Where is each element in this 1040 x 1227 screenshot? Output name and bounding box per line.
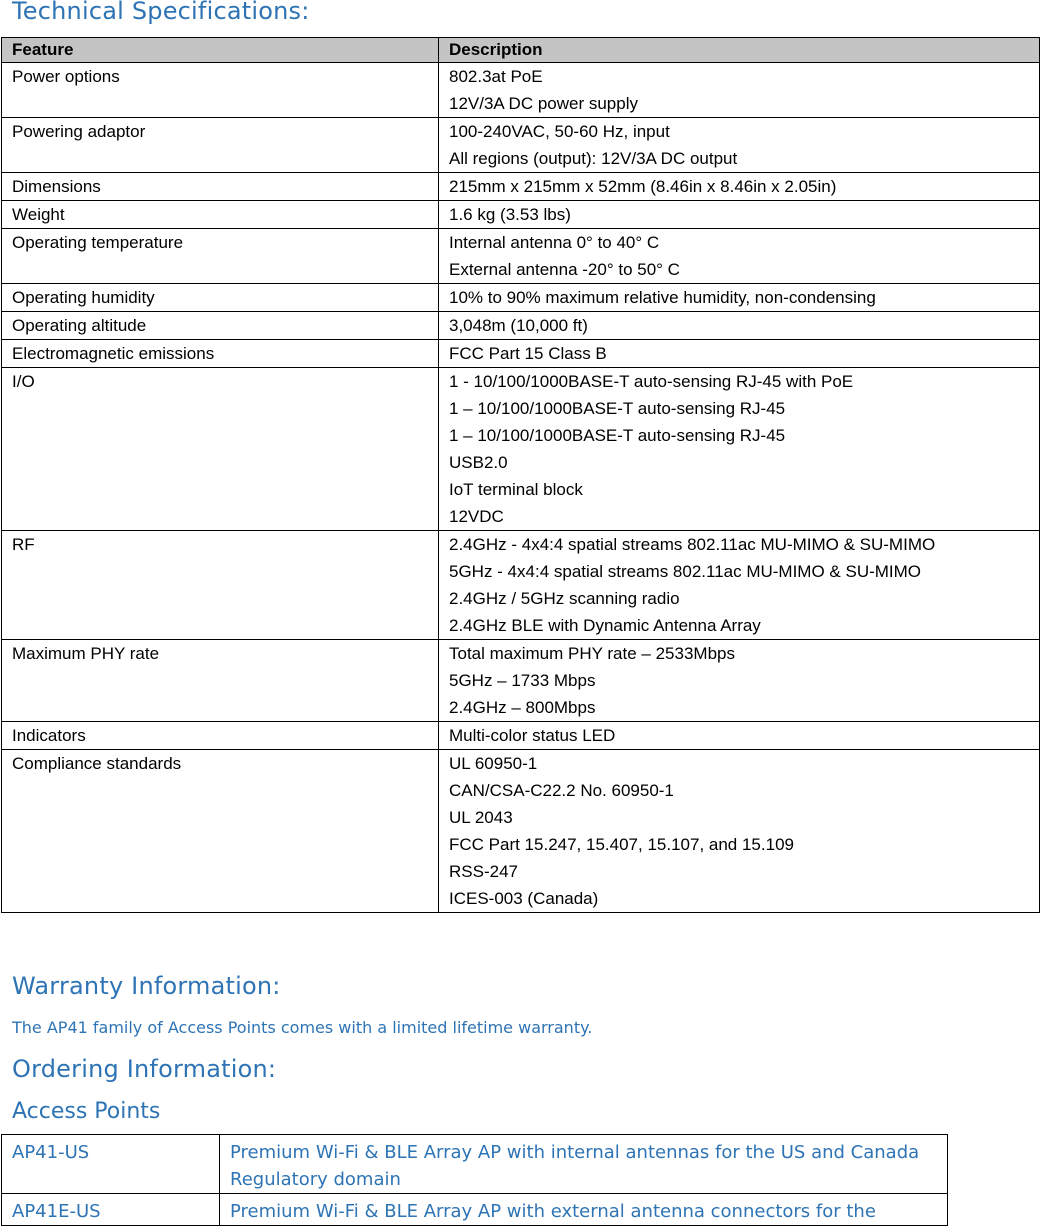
spec-description-line: Multi-color status LED (449, 726, 616, 745)
spec-table (1, 37, 1040, 913)
spec-feature-cell: Operating humidity (2, 284, 439, 312)
spec-description-cell (439, 312, 1040, 340)
spec-description-cell (439, 531, 1040, 640)
spec-row (2, 229, 1040, 284)
spec-feature-cell: Dimensions (2, 173, 439, 201)
order-model-cell: AP41-US (2, 1135, 220, 1194)
spec-description-cell (439, 340, 1040, 368)
spec-feature-cell: Compliance standards (2, 750, 439, 913)
spec-description-cell (439, 368, 1040, 531)
spec-feature-cell: Operating temperature (2, 229, 439, 284)
spec-description-line: FCC Part 15.247, 15.407, 15.107, and 15.109 (449, 835, 794, 854)
spec-description-line: 3,048m (10,000 ft) (449, 316, 588, 335)
spec-description-line: 12VDC (449, 507, 504, 526)
spec-description-line: 215mm x 215mm x 52mm (8.46in x 8.46in x 2.05in) (449, 177, 837, 196)
spec-description-cell (439, 201, 1040, 229)
spec-description-cell (439, 229, 1040, 284)
spec-description-cell (439, 640, 1040, 722)
access-points-heading: Access Points (12, 1099, 161, 1124)
spec-description-cell (439, 722, 1040, 750)
spec-description-line: 5GHz - 4x4:4 spatial streams 802.11ac MU-MIMO & SU-MIMO (449, 562, 922, 581)
spec-description-cell (439, 750, 1040, 913)
spec-feature-cell: Electromagnetic emissions (2, 340, 439, 368)
spec-row (2, 531, 1040, 640)
spec-description-line: 10% to 90% maximum relative humidity, non-condensing (449, 288, 876, 307)
spec-feature-cell: Operating altitude (2, 312, 439, 340)
spec-description-line: Total maximum PHY rate – 2533Mbps (449, 644, 735, 663)
spec-description-line: CAN/CSA-C22.2 No. 60950-1 (449, 781, 674, 800)
spec-description-line: 1.6 kg (3.53 lbs) (449, 205, 571, 224)
spec-feature-cell: Power options (2, 63, 439, 118)
spec-description-line: UL 60950-1 (449, 754, 538, 773)
spec-row (2, 368, 1040, 531)
spec-description-line: 2.4GHz – 800Mbps (449, 698, 596, 717)
spec-description-cell (439, 173, 1040, 201)
spec-description-line: External antenna -20° to 50° C (449, 260, 680, 279)
spec-row (2, 201, 1040, 229)
description-column-header: Description (439, 38, 1040, 63)
spec-row (2, 173, 1040, 201)
spec-description-line: 2.4GHz - 4x4:4 spatial streams 802.11ac MU-MIMO & SU-MIMO (449, 535, 936, 554)
spec-description-line: 1 - 10/100/1000BASE-T auto-sensing RJ-45 with PoE (449, 372, 854, 391)
technical-specifications-heading: Technical Specifications: (12, 0, 310, 25)
spec-description-line: 1 – 10/100/1000BASE-T auto-sensing RJ-45 (449, 426, 786, 445)
order-row (2, 1135, 948, 1194)
order-description-cell: Premium Wi-Fi & BLE Array AP with internal antennas for the US and Canada Regulatory domain (220, 1135, 948, 1194)
spec-row (2, 284, 1040, 312)
spec-description-cell (439, 284, 1040, 312)
order-description-cell: Premium Wi-Fi & BLE Array AP with external antenna connectors for the (220, 1194, 948, 1226)
spec-description-line: FCC Part 15 Class B (449, 344, 607, 363)
spec-description-line: 5GHz – 1733 Mbps (449, 671, 596, 690)
order-table (1, 1134, 948, 1226)
spec-feature-cell: Maximum PHY rate (2, 640, 439, 722)
spec-feature-cell: Powering adaptor (2, 118, 439, 173)
spec-description-line: Internal antenna 0° to 40° C (449, 233, 660, 252)
spec-description-line: ICES-003 (Canada) (449, 889, 599, 908)
spec-description-line: All regions (output): 12V/3A DC output (449, 149, 738, 168)
ordering-heading: Ordering Information: (12, 1055, 277, 1083)
spec-feature-cell: Indicators (2, 722, 439, 750)
spec-feature-cell: RF (2, 531, 439, 640)
order-model-cell: AP41E-US (2, 1194, 220, 1226)
feature-column-header: Feature (2, 38, 439, 63)
spec-description-line: UL 2043 (449, 808, 513, 827)
spec-feature-cell: I/O (2, 368, 439, 531)
warranty-text: The AP41 family of Access Points comes with a limited lifetime warranty. (12, 1018, 593, 1037)
spec-description-line: USB2.0 (449, 453, 508, 472)
spec-row (2, 312, 1040, 340)
spec-description-line: 2.4GHz / 5GHz scanning radio (449, 589, 680, 608)
spec-row (2, 118, 1040, 173)
spec-table-header (2, 38, 1040, 63)
spec-feature-cell: Weight (2, 201, 439, 229)
spec-description-line: 1 – 10/100/1000BASE-T auto-sensing RJ-45 (449, 399, 786, 418)
spec-row (2, 750, 1040, 913)
spec-description-line: 100-240VAC, 50-60 Hz, input (449, 122, 670, 141)
spec-description-line: 2.4GHz BLE with Dynamic Antenna Array (449, 616, 761, 635)
spec-description-line: IoT terminal block (449, 480, 583, 499)
spec-description-line: 802.3at PoE (449, 67, 543, 86)
order-row (2, 1194, 948, 1226)
spec-row (2, 63, 1040, 118)
warranty-heading: Warranty Information: (12, 972, 281, 1000)
spec-row (2, 340, 1040, 368)
spec-description-line: 12V/3A DC power supply (449, 94, 638, 113)
spec-row (2, 722, 1040, 750)
spec-description-line: RSS-247 (449, 862, 518, 881)
spec-description-cell (439, 63, 1040, 118)
spec-description-cell (439, 118, 1040, 173)
spec-row (2, 640, 1040, 722)
